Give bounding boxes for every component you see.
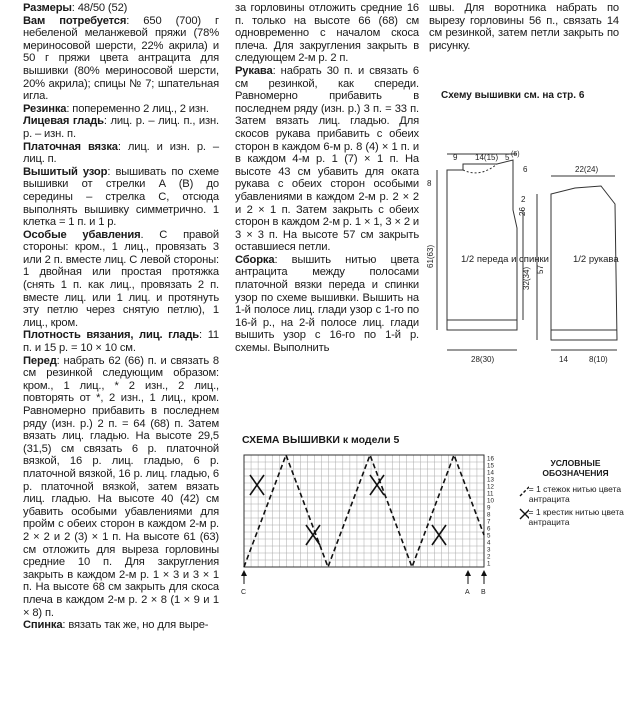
dim-label: 6 — [523, 165, 528, 174]
arrow-a-icon — [465, 570, 471, 576]
stockinette-text: : лиц. р. – лиц. п., изн. р. – изн. п. — [23, 115, 220, 140]
arrow-c-label: C — [241, 589, 247, 596]
gauge-text: : 11 п. и 15 р. = 10 × 10 см. — [23, 329, 220, 355]
dim-label: 28(30) — [471, 355, 495, 364]
row-number: 3 — [487, 546, 491, 554]
sizes-value: : 48/50 (52) — [71, 2, 128, 14]
dim-label: 57 — [536, 265, 545, 274]
assembly-text: : вышить нитью цвета антрацита между полосами платочной вязки переда и спинки узор по схеме вышивки. Вышить на 1-й полосе лиц. глади узор с 1-го по 16-й р., на 2-й полосе лиц. глади вышить узор с 16-го по 1-й р. схемы. Выполнить — [235, 253, 419, 355]
legend-cross-text: = 1 крестик нитью цвета антрацита — [528, 507, 624, 527]
dim-label: (6) — [511, 151, 520, 158]
dim-label: 14(15) — [475, 153, 499, 162]
sleeve-label: 1/2 рукава — [573, 254, 619, 265]
column-2 — [235, 2, 419, 355]
row-number: 7 — [487, 518, 491, 526]
legend-title: УСЛОВНЫЕ ОБОЗНАЧЕНИЯ — [542, 458, 609, 478]
dim-label: 32(34) — [522, 266, 531, 290]
column-1 — [23, 2, 219, 632]
decreases-label: Особые убавления — [23, 228, 141, 241]
arrow-b-icon — [481, 570, 487, 576]
front-back-label: 1/2 переда и спинки — [461, 254, 549, 265]
rib-text: : попеременно 2 лиц., 2 изн. — [66, 102, 209, 115]
chart-title: СХЕМА ВЫШИВКИ к модели 5 — [242, 434, 400, 446]
dim-label: 9 — [453, 153, 458, 162]
row-number: 12 — [487, 483, 494, 491]
row-number: 15 — [487, 462, 494, 470]
row-number: 8 — [487, 511, 491, 519]
row-number: 13 — [487, 476, 494, 484]
dim-label: 2 — [521, 195, 526, 204]
materials-text: : 650 (700) г небеленой меланжевой пряжи (78% мериносовой шерсти, 22% акрила) и 50 г пряжи цвета антрацита для вышивки (80% мериносовой шерсти, 20% акрила); спицы № 7; шпательная игла. — [23, 14, 219, 103]
row-number: 14 — [487, 469, 494, 477]
front-back-outline — [447, 160, 517, 330]
sizes-label: Размеры — [23, 2, 72, 14]
dim-label: 61(63) — [426, 244, 435, 268]
arrow-c-icon — [241, 570, 247, 576]
assembly-label: Сборка — [235, 253, 275, 266]
garter-label: Платочная вязка — [23, 140, 118, 153]
decreases-text: . С правой стороны: кром., 1 лиц., провязать 3 или 2 п. вместе лиц. С левой стороны: 1 двойная или простая протяжка (снять 1 п. как лиц., провязать 2 п. вместе лиц. или 1 лиц. и протянуть эту петлю через снятую петлю), 1 лиц., кром. — [23, 228, 219, 329]
front-text: : набрать 62 (66) п. и связать 8 см резинкой следующим образом: кром., 1 лиц., * 2 изн., 2 лиц., повторять от *, 2 изн., 1 лиц., кром. Равномерно прибавить в последнем ряду (изн. р.) 2 п. = 64 (68) п. Затем вязать лиц. гладью. На высоте 29,5 (31,5) см связать 6 р. платочной вязкой, 16 р. лиц. гладью, 6 р. платочной вязкой, 16 р. лиц. гладью, 6 р. платочной вязкой, затем вязать лиц. гладью. На высоте 40 (42) см убавить особыми убавлениями для пройм с обеих сторон в каждом 2-м р. 2 × 2 и 2 (3) × 1 п. На высоте 61 (63) см отложить для выреза горловины средние 10 п. Для закругления закрыть в каждом 2-м р. 1 × 3 и 3 × 1 п. На высоте 68 см закрыть для скоса плеча в каждом 2-м р. 2 × 8 (1 × 9 и 1 × 8) п. — [23, 354, 219, 619]
sleeves-text: : набрать 30 п. и связать 6 см резинкой, как спереди. Равномерно прибавить в последнем ряду (изн. р.) 3 п. = 33 п. Затем вязать лиц. гладью. Для скосов рукава прибавить с обеих сторон в каждом 6-м р. 8 (4) × 1 п. и в каждом 4-м р. 1 (7) × 1 п. На высоте 43 см убавить для оката рукава с обеих сторон особыми убавлениями в каждом 2-м р. 2 × 2 и 2 × 1 п. Затем закрыть с обеих сторон в каждом 2-м р. 1 × 1, 3 × 2 и 3 × 3 п. На высоте 57 см закрыть оставшиеся петли. — [235, 64, 419, 254]
back-label: Спинка — [23, 619, 63, 632]
arrow-a-label: A — [465, 589, 470, 596]
neckline-cont-text: за горловины отложить средние 16 п. только на высоте 66 (68) см одновременно с началом скоса плеча. Для закругления закрыть в следующем 2-м р. 2 п. — [235, 2, 419, 65]
scheme-reference: Схему вышивки см. на стр. 6 — [441, 90, 585, 101]
row-number: 1 — [487, 560, 491, 568]
dim-label: 22(24) — [575, 165, 599, 174]
dim-label: 26 — [518, 207, 527, 216]
sleeves-label: Рукава — [235, 64, 273, 77]
dim-label: 5 — [505, 153, 510, 162]
stitch-icon — [518, 484, 529, 498]
dim-label: 8(10) — [589, 355, 608, 364]
rib-label: Резинка — [23, 102, 67, 115]
legend — [518, 458, 633, 527]
gauge-label: Плотность вязания, лиц. гладь — [23, 329, 200, 342]
row-number: 6 — [487, 525, 491, 533]
back-text: : вязать так же, но для выре- — [62, 619, 209, 632]
front-label: Перед — [23, 354, 57, 367]
row-number: 2 — [487, 553, 491, 561]
row-number: 10 — [487, 497, 494, 505]
stockinette-label: Лицевая гладь — [23, 115, 104, 128]
neckline-line — [463, 164, 497, 173]
pattern-schematic — [425, 150, 635, 380]
dim-label: 8 — [427, 179, 432, 188]
row-number: 4 — [487, 539, 491, 547]
dim-label: 14 — [559, 355, 568, 364]
legend-stitch-text: = 1 стежок нитью цвета антрацита — [528, 484, 622, 504]
legend-item-stitch — [518, 484, 633, 504]
embroidery-text: : вышивать по схеме вышивки от стрелки A (B) до середины – стрелка C, отсюда выполнять вышивку симметрично. 1 клетка = 1 п. и 1 р. — [23, 165, 219, 229]
row-number: 5 — [487, 532, 491, 540]
embroidery-chart — [228, 448, 503, 608]
garter-text: : лиц. и изн. р. – лиц. п. — [23, 140, 219, 166]
row-number: 9 — [487, 504, 491, 512]
legend-item-cross — [518, 507, 633, 527]
embroidery-label: Вышитый узор — [23, 165, 108, 178]
materials-label: Вам потребуется — [23, 14, 127, 27]
column-3 — [429, 2, 619, 52]
arrow-b-label: B — [481, 589, 486, 596]
row-number: 16 — [487, 455, 494, 463]
row-number: 11 — [487, 490, 494, 498]
seams-cont-text: швы. Для воротника набрать по вырезу горловины 56 п., связать 14 см резинкой, затем петли закрыть по рисунку. — [429, 2, 619, 52]
cross-stitch-icon — [518, 507, 529, 521]
